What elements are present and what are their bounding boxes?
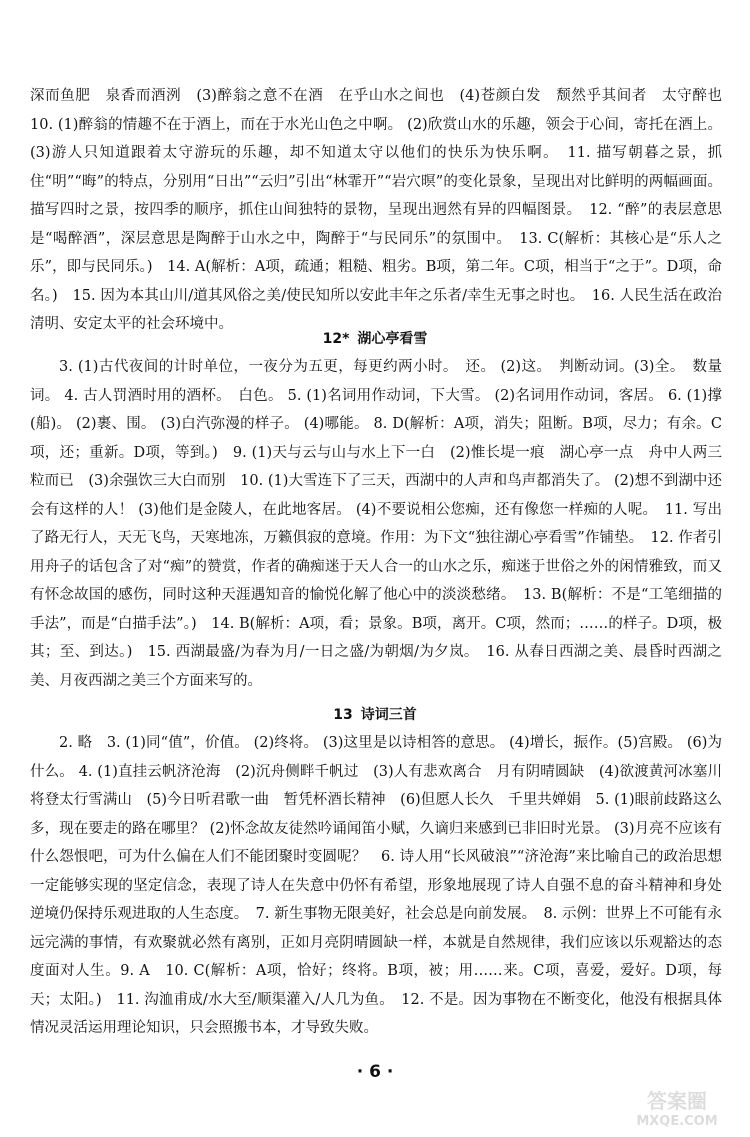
continuation-answers: 深而鱼肥 泉香而酒洌 (3)醉翁之意不在酒 在乎山水之间也 (4)苍颜白发 颓然乎其间者 太守醉也 10. (1)醉翁的情趣不在于酒上，而在于水光山色之中啊。 (2)欣赏山水的乐趣，领会于心间，寄托在酒上。 (3)游人只知道跟着太守游玩的乐趣，却不知道太守以他们的快乐为快乐啊。 11. 描写朝暮之景，抓住“明”“晦”的特点，分别用“日出”“云归”引出“林霏开”“岩穴暝”的变化景象，呈现出对比鲜明的两幅画面。描写四时之景，按四季的顺序，抓住山间独特的景物，呈现出迥然有异的四幅图景。 12. “醉”的表层意思是“喝醉酒”，深层意思是陶醉于山水之中，陶醉于“与民同乐”的氛围中。 13. C(解析：其核心是“乐人之乐”，即与民同乐。) 14. A(解析：A项，疏通；粗糙、粗劣。B项，第二年。C项，相当于“之于”。D项，命名。) 15. 因为本其山川/道其风俗之美/使民知所以安此丰年之乐者/幸生无事之时也。 16. 人民生活在政治清明、安定太平的社会环境中。 — [30, 88, 737, 332]
watermark-url: MXQE.COM — [636, 1114, 718, 1129]
section-13-answers: 2. 略 3. (1)同“值”，价值。 (2)终将。 (3)这里是以诗相答的意思。 (4)增长，振作。(5)宫殿。 (6)为什么。 4. (1)直挂云帆济沧海 (2)沉舟侧畔千帆过 (3)人有悲欢离合 月有阴晴圆缺 (4)欲渡黄河冰塞川 将登太行雪满山 (5)今日听君歌一曲 暂凭杯酒长精神 (6)但愿人长久 千里共婵娟 5. (1)眼前歧路这么多，现在要走的路在哪里？ (2)怀念故友徒然吟诵闻笛小赋，久谪归来感到已非旧时光景。 (3)月亮不应该有什么怨恨吧，可为什么偏在人们不能团聚时变圆呢？ 6. 诗人用“长风破浪”“济沧海”来比喻自己的政治思想一定能够实现的坚定信念，表现了诗人在失意中仍怀有希望，形象地展现了诗人自强不息的奋斗精神和身处逆境仍保持乐观进取的人生态度。 7. 新生事物无限美好，社会总是向前发展。 8. 示例：世界上不可能有永远完满的事情，有欢聚就必然有离别，正如月亮阴晴圆缺一样，本就是自然规律，我们应该以乐观豁达的态度面对人生。9. A 10. C(解析：A项，恰好；终将。B项，被；用……来。C项，喜爱，爱好。D项，每天；太阳。) 11. 沟洫甫成/水大至/顺渠灌入/人几为鱼。 12. 不是。因为事物在不断变化，他没有根据具体情况灵活运用理论知识，只会照搬书本，才导致失败。 — [30, 735, 737, 1036]
watermark-logo — [622, 1090, 732, 1132]
watermark-text: 答案圈 — [647, 1089, 707, 1113]
section-12-number: 12* — [322, 331, 350, 347]
section-12-answers: 3. (1)古代夜间的计时单位，一夜分为五更，每更约两小时。 还。 (2)这。 判断动词。(3)全。 数量词。 4. 古人罚酒时用的酒杯。 白色。 5. (1)名词用作动词，下大雪。 (2)名词用作动词，客居。 6. (1)撑(船)。 (2)裹、围。 (3)白汽弥漫的样子。 (4)哪能。 8. D(解析：A项，消失；阻断。B项，尽力；有余。C项，还；重新。D项，等到。) 9. (1)天与云与山与水上下一白 (2)惟长堤一痕 湖心亭一点 舟中人两三粒而已 (3)余强饮三大白而别 10. (1)大雪连下了三天，西湖中的人声和鸟声都消失了。 (2)想不到湖中还会有这样的人！ (3)他们是金陵人，在此地客居。 (4)不要说相公您痴，还有像您一样痴的人呢。 11. 写出了路无行人，天无飞鸟，天寒地冻，万籁俱寂的意境。作用：为下文“独往湖心亭看雪”作铺垫。 12. 作者引用舟子的话包含了对“痴”的赞赏，作者的确痴迷于天人合一的山水之乐，痴迷于世俗之外的闲情雅致，而又有怀念故国的感伤，同时这种天涯遇知音的愉悦化解了他心中的淡淡愁绪。 13. B(解析：不是“工笔细描的手法”，而是“白描手法”。) 14. B(解析：A项，看；景象。B项，离开。C项，然而；……的样子。D项，极其；至、到达。) 15. 西湖最盛/为春为月/一日之盛/为朝烟/为夕岚。 16. 从春日西湖之美、晨昏时西湖之美、月夜西湖之美三个方面来写的。 — [30, 359, 722, 689]
section-13-number: 13 — [333, 707, 353, 723]
section-12-heading — [0, 329, 750, 349]
section-13-heading — [0, 705, 750, 725]
page-number: · 6 · — [356, 1062, 394, 1082]
section-12-title: 湖心亭看雪 — [357, 331, 428, 347]
section-13-title: 诗词三首 — [360, 707, 417, 723]
